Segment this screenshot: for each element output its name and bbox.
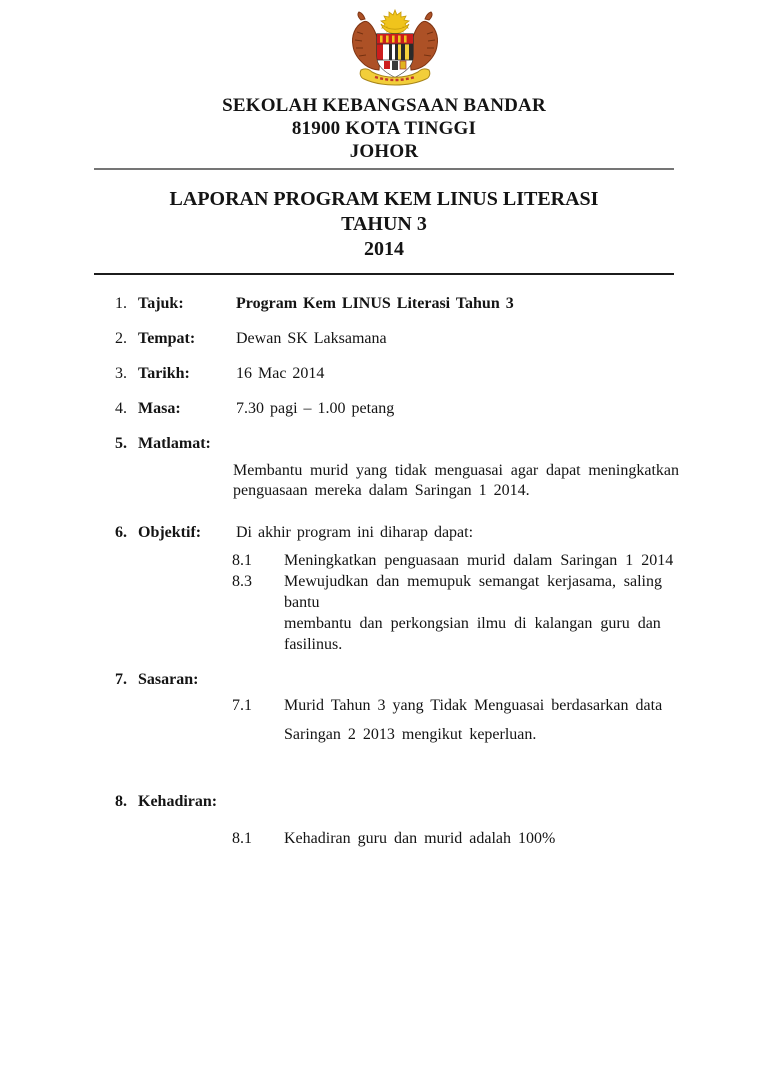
subitem-line: Mewujudkan dan memupuk semangat kerjasama, saling bantu <box>284 573 662 611</box>
school-header <box>0 94 768 163</box>
subitem-line: Meningkatkan penguasaan murid dalam Saringan 1 2014 <box>284 552 674 569</box>
subitem-number: 8.3 <box>232 573 252 590</box>
malaysia-coat-of-arms-icon <box>345 8 445 86</box>
kehadiran-sublist <box>232 829 768 849</box>
item-masa <box>115 399 768 419</box>
item-value: Program Kem LINUS Literasi Tahun 3 <box>236 295 514 312</box>
sasaran-sublist <box>232 696 768 754</box>
item-number: 5. <box>115 435 127 452</box>
item-number: 6. <box>115 524 127 541</box>
subitem-line: fasilinus. <box>284 636 343 653</box>
subitem-text <box>284 550 676 571</box>
item-matlamat <box>115 434 768 454</box>
item-value: Dewan SK Laksamana <box>236 330 387 347</box>
item-tarikh <box>115 364 768 384</box>
item-label: Kehadiran: <box>138 793 218 810</box>
item-number: 4. <box>115 400 127 417</box>
subitem-text <box>284 571 676 655</box>
item-label: Tajuk: <box>138 295 184 312</box>
school-name: SEKOLAH KEBANGSAAN BANDAR <box>222 95 546 116</box>
item-label: Tarikh: <box>138 365 190 382</box>
subitem-8-3 <box>232 571 768 655</box>
matlamat-paragraph <box>233 461 679 501</box>
school-state: JOHOR <box>349 141 419 162</box>
item-label: Objektif: <box>138 524 202 541</box>
item-value: 16 Mac 2014 <box>236 365 325 382</box>
item-tempat <box>115 329 768 349</box>
subitem-text <box>284 696 676 754</box>
objektif-sublist <box>232 550 768 655</box>
header-divider <box>94 168 674 170</box>
report-title-line2: TAHUN 3 <box>341 213 427 235</box>
subitem-line: membantu dan perkongsian ilmu di kalangan guru dan <box>284 615 661 632</box>
report-title-line1: LAPORAN PROGRAM KEM LINUS LITERASI <box>169 188 599 210</box>
subitem-number: 8.1 <box>232 552 252 569</box>
item-sasaran <box>115 670 768 690</box>
report-title <box>0 187 768 262</box>
item-label: Masa: <box>138 400 181 417</box>
subitem-line: Saringan 2 2013 mengikut keperluan. <box>284 726 537 743</box>
item-label: Matlamat: <box>138 435 211 452</box>
subitem-line: Murid Tahun 3 yang Tidak Menguasai berdasarkan data <box>284 697 663 714</box>
item-objektif <box>115 523 768 543</box>
paragraph-line: Membantu murid yang tidak menguasai agar dapat meningkatkan <box>233 462 679 479</box>
subitem-number: 7.1 <box>232 697 252 714</box>
subitem-7-1 <box>232 696 768 754</box>
school-postcode-city: 81900 KOTA TINGGI <box>291 118 477 139</box>
subitem-text: Kehadiran guru dan murid adalah 100% <box>284 830 556 847</box>
item-label: Sasaran: <box>138 671 199 688</box>
item-number: 3. <box>115 365 127 382</box>
subitem-8-1-kehadiran <box>232 829 768 849</box>
item-value: Di akhir program ini diharap dapat: <box>236 524 474 541</box>
item-tajuk <box>115 294 768 314</box>
item-number: 7. <box>115 671 127 688</box>
paragraph-line: penguasaan mereka dalam Saringan 1 2014. <box>233 482 530 499</box>
item-kehadiran <box>115 792 768 812</box>
report-title-line3: 2014 <box>364 238 404 260</box>
item-number: 2. <box>115 330 127 347</box>
item-value: 7.30 pagi – 1.00 petang <box>236 400 395 417</box>
subitem-8-1 <box>232 550 768 571</box>
item-number: 8. <box>115 793 127 810</box>
crest-container <box>0 0 768 88</box>
subitem-number: 8.1 <box>232 830 252 847</box>
item-label: Tempat: <box>138 330 196 347</box>
title-divider <box>94 273 674 275</box>
report-body <box>115 294 768 849</box>
item-number: 1. <box>115 295 127 312</box>
